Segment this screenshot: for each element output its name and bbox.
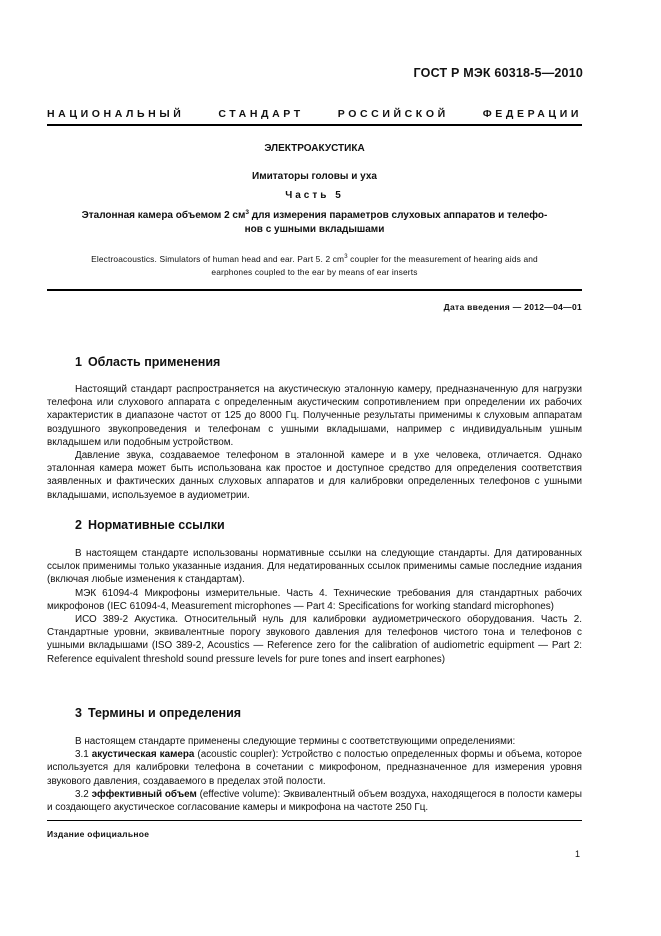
edition-note: Издание официальное	[47, 829, 150, 839]
section-body	[47, 735, 582, 814]
paragraph: В настоящем стандарте использованы нормативные ссылки на следующие стандарты. Для датированных ссылок применимы только указанные издания. Для недатированных ссылок применимы самые последние издания (включая любые изменения к стандартам).	[47, 548, 582, 586]
term-definition	[47, 788, 582, 814]
date-of-introduction: Дата введения — 2012—04—01	[443, 302, 582, 312]
term-number: 3.1	[75, 749, 92, 761]
definition: (acoustic coupler): Устройство с полостью определенных формы и объема, которое используется для калибровки телефона в сочетании с микрофоном, предназначенное для измерения уровня звукового давления, создаваемого в пределах этой полости.	[47, 749, 582, 787]
section-title: Нормативные ссылки	[87, 518, 225, 532]
document-part: Часть 5	[285, 190, 344, 201]
document-code: ГОСТ Р МЭК 60318-5—2010	[413, 66, 583, 80]
section-title: Область применения	[87, 355, 221, 369]
term: акустическая камера	[91, 749, 195, 761]
superscript: 3	[344, 254, 348, 260]
english-title-text: coupler for the measurement of hearing aids and	[347, 254, 538, 264]
section-body	[47, 547, 582, 666]
paragraph: В настоящем стандарте применены следующие термины с соответствующими определениями:	[75, 736, 516, 747]
national-standard-banner	[47, 108, 582, 120]
paragraph: МЭК 61094-4 Микрофоны измерительные. Часть 4. Технические требования для стандартных рабочих микрофонов (IEC 61094-4, Measurement microphones — Part 4: Specifications for working standard microphones)	[47, 587, 582, 612]
paragraph: Настоящий стандарт распространяется на акустическую эталонную камеру, предназначенную для нагрузки телефона или слухового аппарата с определенным акустическим сопротивлением при определении их рабочих характеристик в диапазоне частот от 125 до 8000 Гц. Полученные результаты применимы к слуховым аппаратам воздушного звукопроведения и телефонам с ушными вкладышами, например с индивидуальным ушным вкладышем или подобным устройством.	[47, 384, 582, 448]
part-title-text: для измерения параметров слуховых аппаратов и телефо-	[249, 210, 548, 221]
banner-word: РОССИЙСКОЙ	[337, 108, 449, 120]
header-divider	[47, 124, 582, 126]
section-title: Термины и определения	[87, 706, 242, 720]
paragraph: Давление звука, создаваемое телефоном в эталонной камере и в ухе человека, отличается. Однако эталонная камера может быть использована как простое и доступное средство для определения соответствия заявленных и фактических данных слуховых аппаратов и для калибровки определенных телефонов с ушными вкладышами, используемое в аудиометрии.	[47, 450, 582, 501]
document-part-title	[47, 209, 582, 237]
section-heading	[75, 518, 225, 532]
section-heading	[75, 355, 220, 369]
term-definition	[47, 748, 582, 788]
paragraph: ИСО 389-2 Акустика. Относительный нуль для калибровки аудиометрического оборудования. Часть 2. Стандартные уровни, эквивалентные порогу звукового давления для телефонов чистого тона и телефонов с ушными вкладышами (ISO 389-2, Acoustics — Reference zero for the calibration of audiometric equipment — Part 2: Reference equivalent threshold sound pressure levels for pure tones and insert earphones)	[47, 614, 582, 665]
term-number: 3.2	[75, 788, 92, 800]
superscript: 3	[245, 209, 249, 216]
section-heading	[75, 706, 241, 720]
term: эффективный объем	[91, 788, 197, 800]
banner-word: ФЕДЕРАЦИИ	[482, 108, 582, 120]
section-number: 2	[75, 518, 82, 532]
footer-divider	[47, 820, 582, 821]
section-number: 1	[75, 355, 82, 369]
section-body	[47, 383, 582, 502]
document-title: ЭЛЕКТРОАКУСТИКА	[264, 143, 365, 154]
banner-word: СТАНДАРТ	[218, 108, 304, 120]
english-title-text: Electroacoustics. Simulators of human head and ear. Part 5. 2 cm	[91, 254, 345, 264]
part-title-text: нов с ушными вкладышами	[244, 224, 385, 235]
section-number: 3	[75, 706, 82, 720]
english-title-text: earphones coupled to the ear by means of ear inserts	[211, 267, 418, 277]
page-number: 1	[575, 849, 581, 859]
english-title	[47, 253, 582, 279]
definition: (effective volume): Эквивалентный объем воздуха, находящегося в полости камеры и создающего акустическое согласование камеры и микрофона на частоте 250 Гц.	[47, 788, 582, 814]
banner-word: НАЦИОНАЛЬНЫЙ	[47, 108, 185, 120]
document-subtitle: Имитаторы головы и уха	[252, 171, 377, 182]
part-title-text: Эталонная камера объемом 2 см	[81, 210, 246, 221]
title-divider	[47, 289, 582, 291]
